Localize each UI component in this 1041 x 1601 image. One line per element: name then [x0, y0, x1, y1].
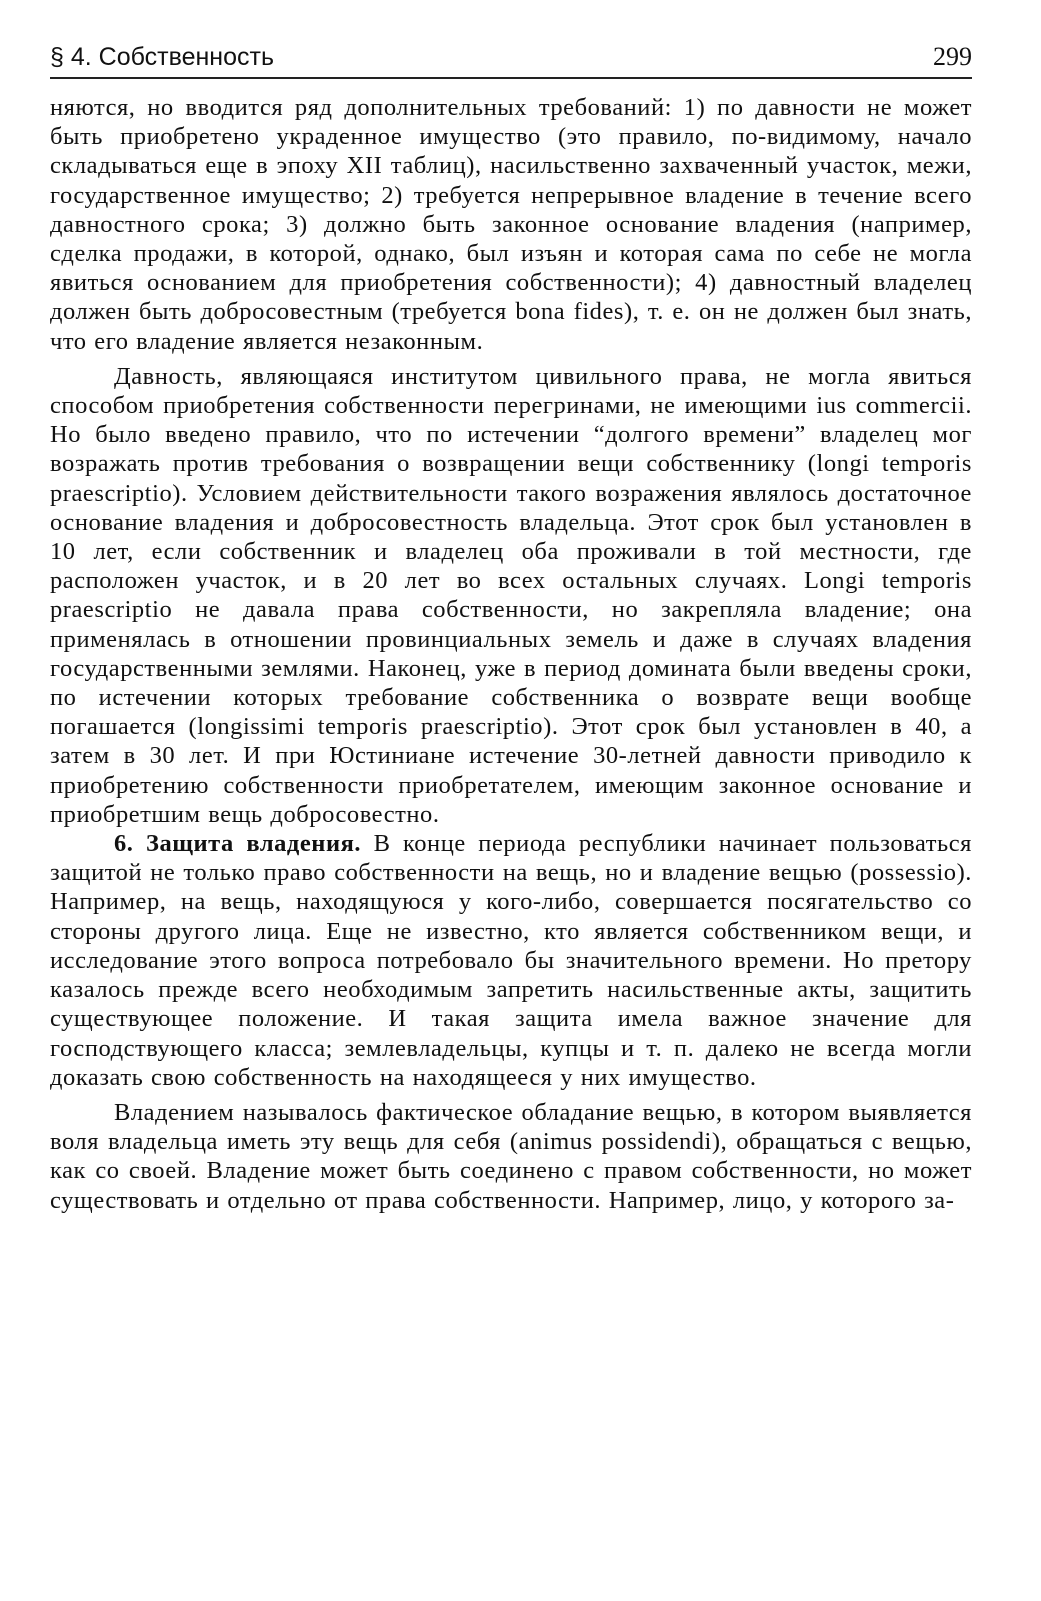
paragraph-text: В конце периода республики начинает пользоваться защитой не только право собственности на вещь, но и владение вещью (possessio). Например, на вещь, находящуюся у кого-либо, совершается посягательство со стороны другого лица. Еще не известно, кто является собственником вещи, и исследование этого вопроса потребовало бы значительного времени. Но претору казалось прежде всего необходимым запретить насильственные акты, защитить существующее положение. И такая защита имела важное значение для господствующего класса; землевладельцы, купцы и т. п. далеко не всегда могли доказать свою собственность на находящееся у них имущество.	[50, 830, 972, 1091]
section-title: § 4. Собственность	[50, 43, 274, 71]
book-page	[50, 40, 972, 1215]
body-text	[50, 93, 972, 1215]
paragraph-text: Владением называлось фактическое обладание вещью, в котором выявляется воля владельца иметь эту вещь для себя (animus possidendi), обращаться с вещью, как со своей. Владение может быть соединено с правом собственности, но может существовать и отдельно от права собственности. Например, лицо, у которого за-	[50, 1098, 972, 1214]
section-heading: 6. Защита владения.	[114, 830, 362, 858]
paragraph-text: Давность, являющаяся институтом цивильного права, не могла явиться способом приобретения собственности перегринами, не имеющими ius commercii. Но было введено правило, что по истечении “долгого времени” владелец мог возражать против требования о возвращении вещи собственнику (longi temporis praescriptio). Условием действительности такого возражения являлось достаточное основание владения и добросовестность владельца. Этот срок был установлен в 10 лет, если собственник и владелец оба проживали в той местности, где расположен участок, и в 20 лет во всех остальных случаях. Longi temporis praescriptio не давала права собственности, но закрепляла владение; она применялась в отношении провинциальных земель и даже в случаях владения государственными землями. Наконец, уже в период домината были введены сроки, по истечении которых требование собственника о возврате вещи вообще погашается (longissimi temporis praescriptio). Этот срок был установлен в 40, а затем в 30 лет. И при Юстиниане истечение 30-летней давности приводило к приобретению собственности приобретателем, имеющим законное основание и приобретшим вещь добросовестно.	[50, 362, 972, 828]
paragraph-text: няются, но вводится ряд дополнительных требований: 1) по давности не может быть приобретено украденное имущество (это правило, по-видимому, начало складываться еще в эпоху XII таблиц), насильственно захваченный участок, межи, государственное имущество; 2) требуется непрерывное владение в течение всего давностного срока; 3) должно быть законное основание владения (например, сделка продажи, в которой, однако, был изъян и которая сама по себе не могла явиться основанием для приобретения собственности); 4) давностный владелец должен быть добросовестным (требуется bona fides), т. е. он не должен был знать, что его владение является незаконным.	[50, 94, 972, 355]
paragraph	[50, 1098, 972, 1215]
paragraph-continued	[50, 93, 972, 356]
page-number: 299	[933, 42, 972, 71]
paragraph-with-heading	[50, 829, 972, 1092]
paragraph	[50, 362, 972, 829]
running-header	[50, 40, 972, 79]
